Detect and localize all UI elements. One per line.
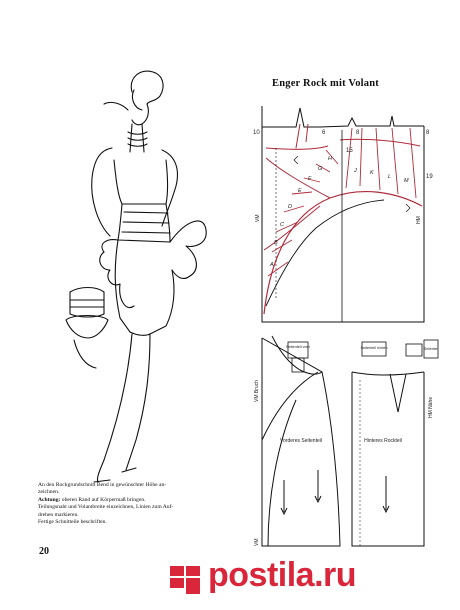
caption-line: Teilungsnaht und Volantbreite einzeichnen, Linien zum Auf- xyxy=(38,504,174,511)
brand-watermark[interactable]: postila.ru xyxy=(208,556,357,594)
pattern-tag-side: Seitenteil xyxy=(424,347,438,351)
pattern-top-num-a: 6 xyxy=(322,130,326,136)
pattern-top-num-r19: 19 xyxy=(426,174,433,180)
postila-logo-icon xyxy=(168,562,204,598)
instruction-caption xyxy=(38,482,238,526)
caption-line: An den Rockgrundschnitt Bend in gewünschter Höhe an- xyxy=(38,482,167,488)
pattern-top-side-right: HM xyxy=(416,216,422,224)
pattern-letter-k: K xyxy=(370,170,374,176)
pattern-letter-f: F xyxy=(308,176,312,182)
caption-warning-label: Achtung: xyxy=(38,496,61,503)
page-title: Enger Rock mit Volant xyxy=(272,78,379,89)
caption-line: Fertige Schnitteile beschriften. xyxy=(38,519,107,526)
caption-warning-text: oberen Rand auf Körpermaß bringen. xyxy=(60,496,146,503)
page-number: 20 xyxy=(39,546,49,557)
pattern-top-num-left: 10 xyxy=(253,130,260,136)
pattern-top-num-c: 8 xyxy=(356,130,360,136)
pattern-top-num-right: 8 xyxy=(426,130,430,136)
pattern-label-back: Hinteres Rockteil xyxy=(364,438,402,444)
pattern-letter-l: L xyxy=(388,174,392,180)
pattern-top-skirt xyxy=(253,106,433,322)
fashion-figure-illustration xyxy=(66,71,206,482)
caption-line: drehen markieren. xyxy=(38,511,79,518)
pattern-tag-front: Seitenteil vorn xyxy=(285,345,311,349)
pattern-letter-c: C xyxy=(280,222,284,228)
pattern-letter-a: A xyxy=(270,262,274,268)
pattern-label-front: Vorderes Seitenteil xyxy=(280,438,322,444)
pattern-bottom-mark: VM xyxy=(254,538,260,546)
pattern-letter-h: H xyxy=(328,156,332,162)
pattern-tag-back: Seitenteil hinten xyxy=(360,346,388,350)
pattern-bottom-side-right: HM Nähe xyxy=(428,396,434,418)
caption-line: zeichnen. xyxy=(38,489,60,496)
pattern-bottom-side-left: VM Bruch xyxy=(254,380,260,402)
pattern-letter-j: J xyxy=(354,168,357,174)
pattern-letter-g: G xyxy=(318,166,323,172)
pattern-top-num-b: 15 xyxy=(346,148,353,154)
pattern-letter-d: D xyxy=(288,204,292,210)
pattern-letter-b: B xyxy=(274,240,278,246)
pattern-top-side-left: VM xyxy=(255,214,261,222)
pattern-letter-e: E xyxy=(298,188,302,194)
pattern-letter-m: M xyxy=(404,178,409,184)
